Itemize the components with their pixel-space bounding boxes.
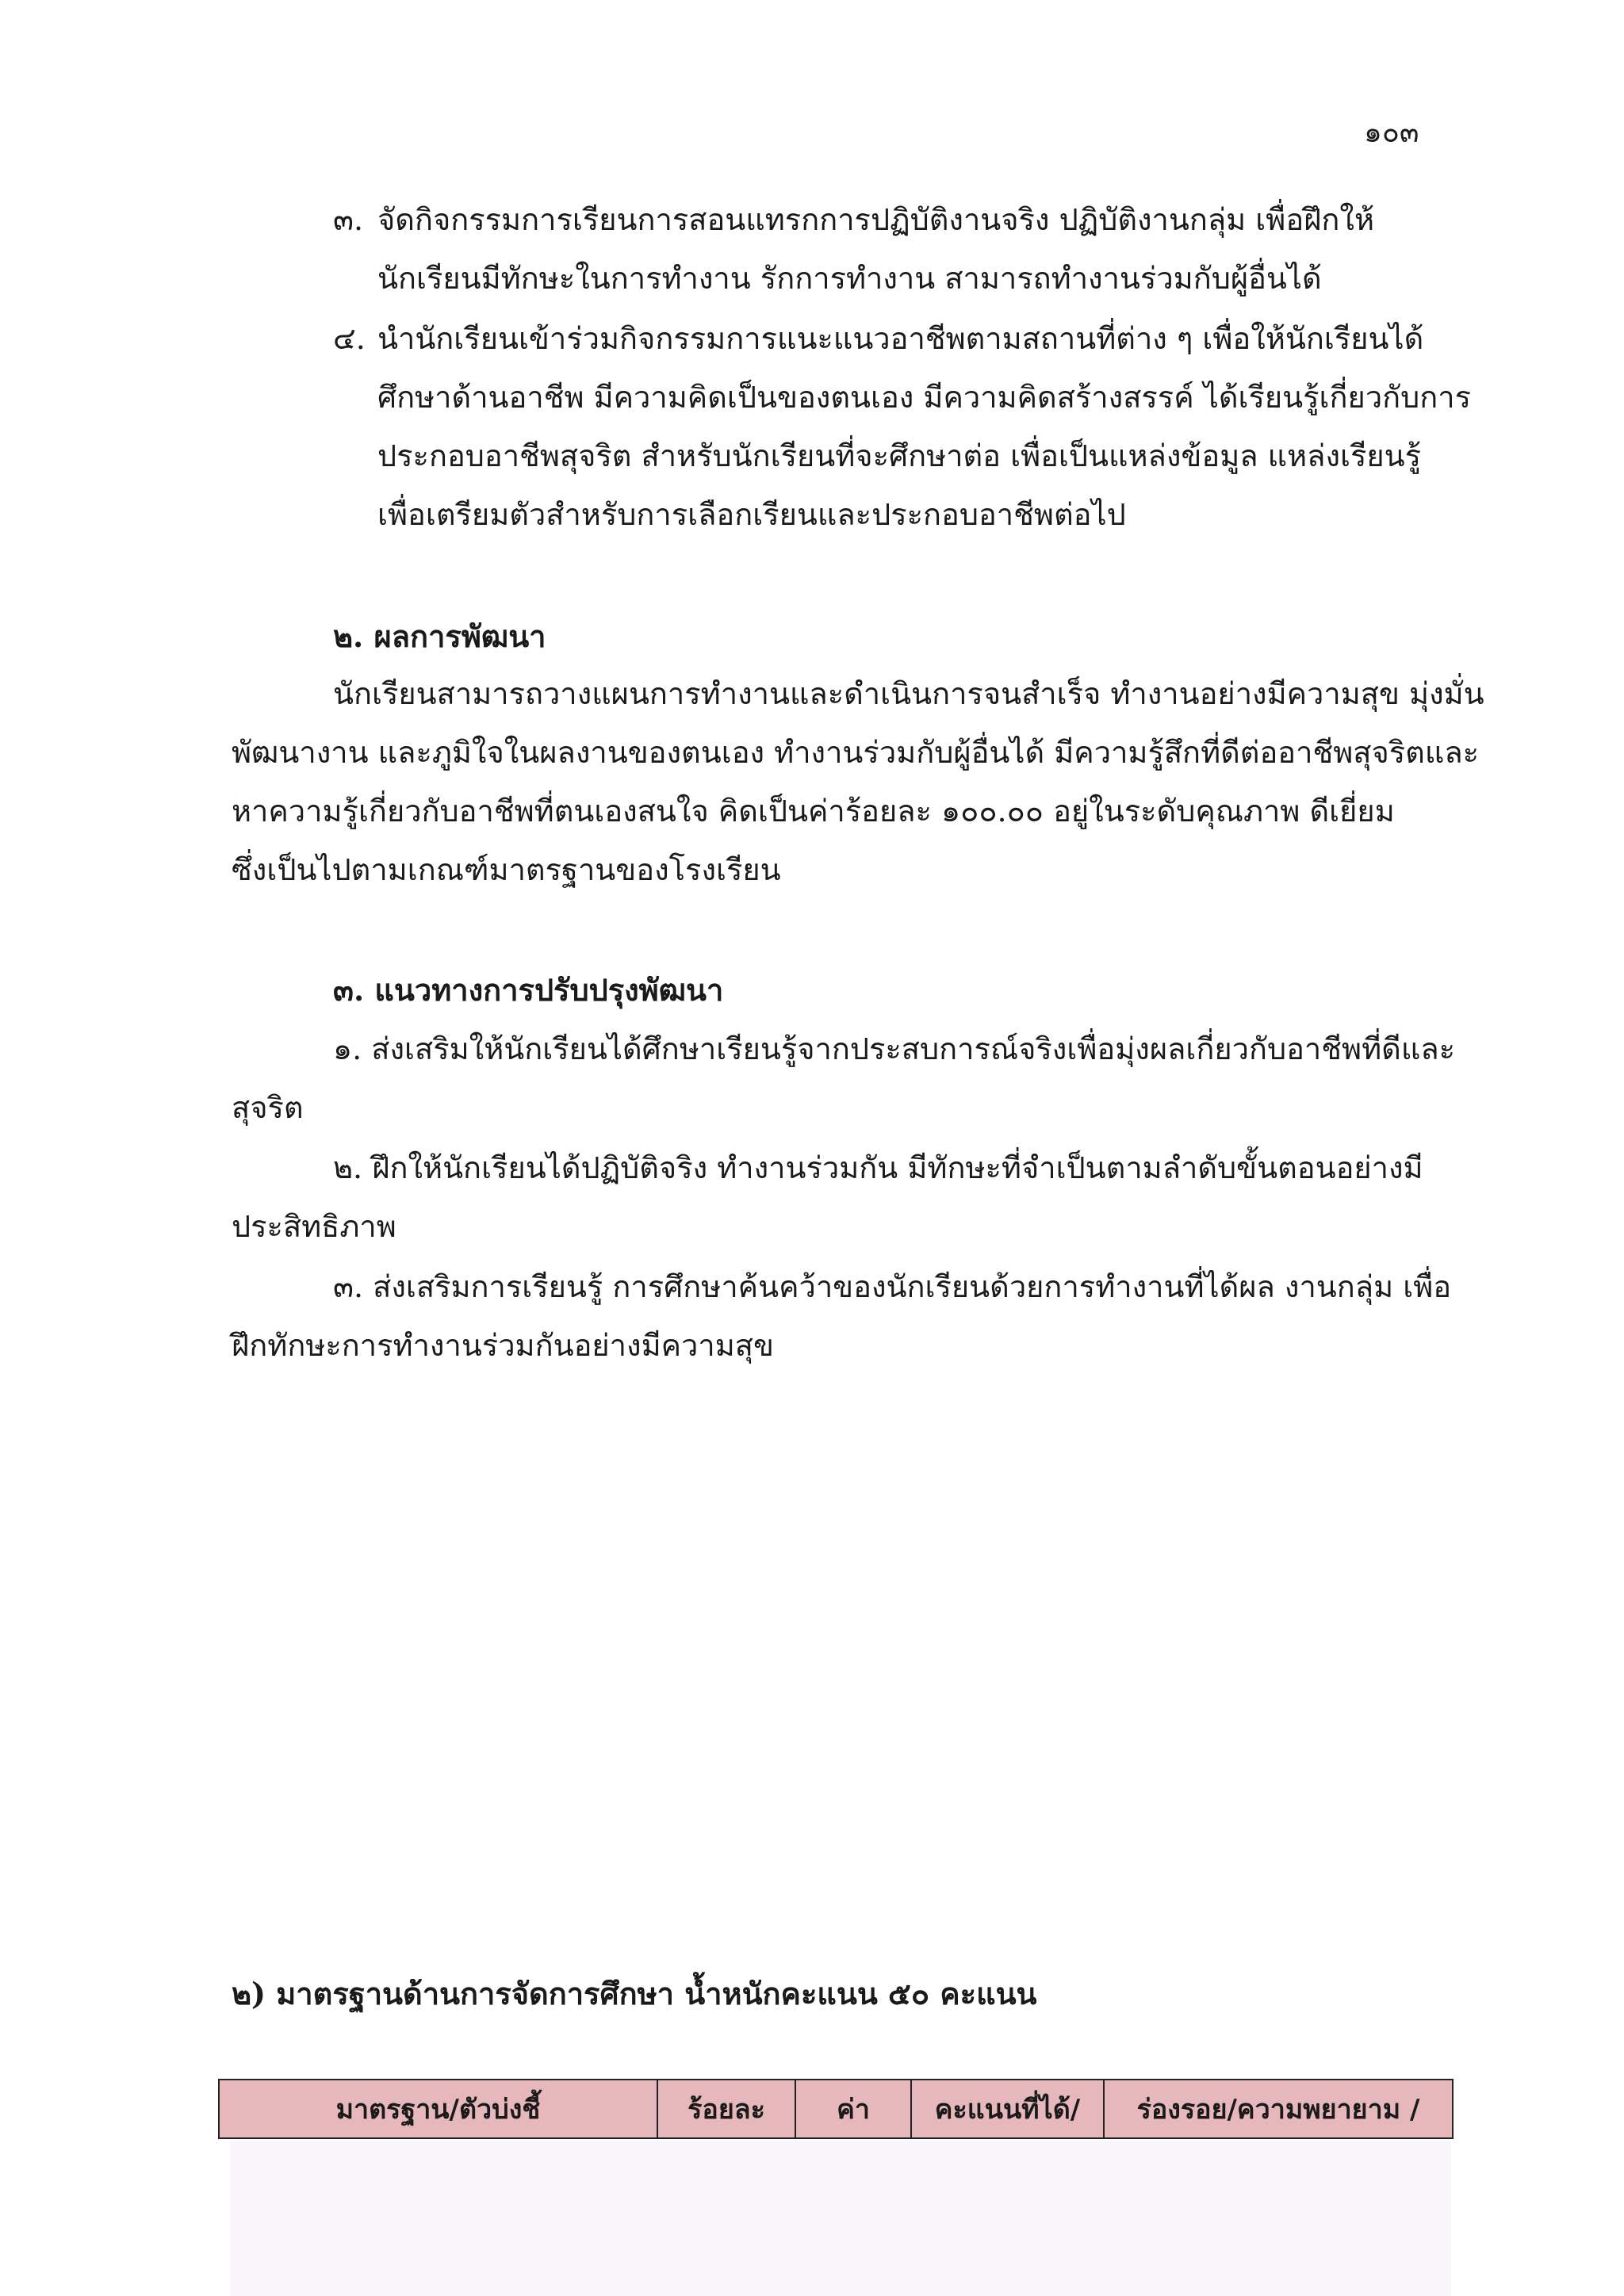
table-header-row	[219, 2080, 1453, 2138]
section-2-line-2: พัฒนางาน และภูมิใจในผลงานของตนเอง ทำงานร่วมกับผู้อื่นได้ มีความรู้สึกที่ดีต่ออาชีพสุจริตและ	[232, 735, 1480, 770]
section-3-item-3-cont: ฝึกทักษะการทำงานร่วมกันอย่างมีความสุข	[232, 1328, 774, 1363]
section-2-line-4: ซึ่งเป็นไปตามเกณฑ์มาตรฐานของโรงเรียน	[232, 852, 781, 887]
list-item-4-line-3: ประกอบอาชีพสุจริต สำหรับนักเรียนที่จะศึกษาต่อ เพื่อเป็นแหล่งข้อมูล แหล่งเรียนรู้	[377, 438, 1422, 473]
section-3-item-2-cont: ประสิทธิภาพ	[232, 1209, 396, 1244]
header-value: ค่า	[795, 2080, 911, 2138]
list-item-3-number: ๓.	[333, 202, 364, 237]
header-evidence-effort: ร่องรอย/ความพยายาม /	[1104, 2080, 1453, 2138]
header-standard-indicator: มาตรฐาน/ตัวบ่งชี้	[219, 2080, 657, 2138]
list-item-4-line-1: นำนักเรียนเข้าร่วมกิจกรรมการแนะแนวอาชีพตามสถานที่ต่าง ๆ เพื่อให้นักเรียนได้	[377, 321, 1424, 356]
section-3-item-1: ๑. ส่งเสริมให้นักเรียนได้ศึกษาเรียนรู้จากประสบการณ์จริงเพื่อมุ่งผลเกี่ยวกับอาชีพที่ดีและ	[333, 1031, 1456, 1066]
section-2-line-3: หาความรู้เกี่ยวกับอาชีพที่ตนเองสนใจ คิดเป็นค่าร้อยละ ๑๐๐.๐๐ อยู่ในระดับคุณภาพ ดีเยี่ยม	[232, 794, 1395, 828]
standard-heading: ๒) มาตรฐานด้านการจัดการศึกษา น้ำหนักคะแนน ๕๐ คะแนน	[232, 1976, 1037, 2011]
section-3-heading: ๓. แนวทางการปรับปรุงพัฒนา	[333, 972, 724, 1008]
header-percent: ร้อยละ	[657, 2080, 795, 2138]
section-2-heading: ๒. ผลการพัฒนา	[333, 618, 546, 654]
header-score-received: คะแนนที่ได้/	[911, 2080, 1104, 2138]
list-item-4-line-4: เพื่อเตรียมตัวสำหรับการเลือกเรียนและประกอบอาชีพต่อไป	[377, 497, 1126, 532]
section-3-item-1-cont: สุจริต	[232, 1090, 304, 1125]
list-item-4-number: ๔.	[333, 321, 366, 356]
list-item-3-line-2: นักเรียนมีทักษะในการทำงาน รักการทำงาน สามารถทำงานร่วมกับผู้อื่นได้	[377, 261, 1322, 296]
table-body-shade	[230, 2141, 1451, 2296]
page-number: ๑๐๓	[1364, 117, 1419, 149]
section-2-line-1: นักเรียนสามารถวางแผนการทำงานและดำเนินการจนสำเร็จ ทำงานอย่างมีความสุข มุ่งมั่น	[333, 676, 1484, 711]
standards-table	[218, 2079, 1452, 2139]
section-3-item-3: ๓. ส่งเสริมการเรียนรู้ การศึกษาค้นคว้าของนักเรียนด้วยการทำงานที่ได้ผล งานกลุ่ม เพื่อ	[333, 1269, 1452, 1304]
section-3-item-2: ๒. ฝึกให้นักเรียนได้ปฏิบัติจริง ทำงานร่วมกัน มีทักษะที่จำเป็นตามลำดับขั้นตอนอย่างมี	[333, 1150, 1423, 1185]
list-item-4-line-2: ศึกษาด้านอาชีพ มีความคิดเป็นของตนเอง มีความคิดสร้างสรรค์ ได้เรียนรู้เกี่ยวกับการ	[377, 380, 1472, 415]
list-item-3-line-1: จัดกิจกรรมการเรียนการสอนแทรกการปฏิบัติงานจริง ปฏิบัติงานกลุ่ม เพื่อฝึกให้	[377, 202, 1375, 237]
